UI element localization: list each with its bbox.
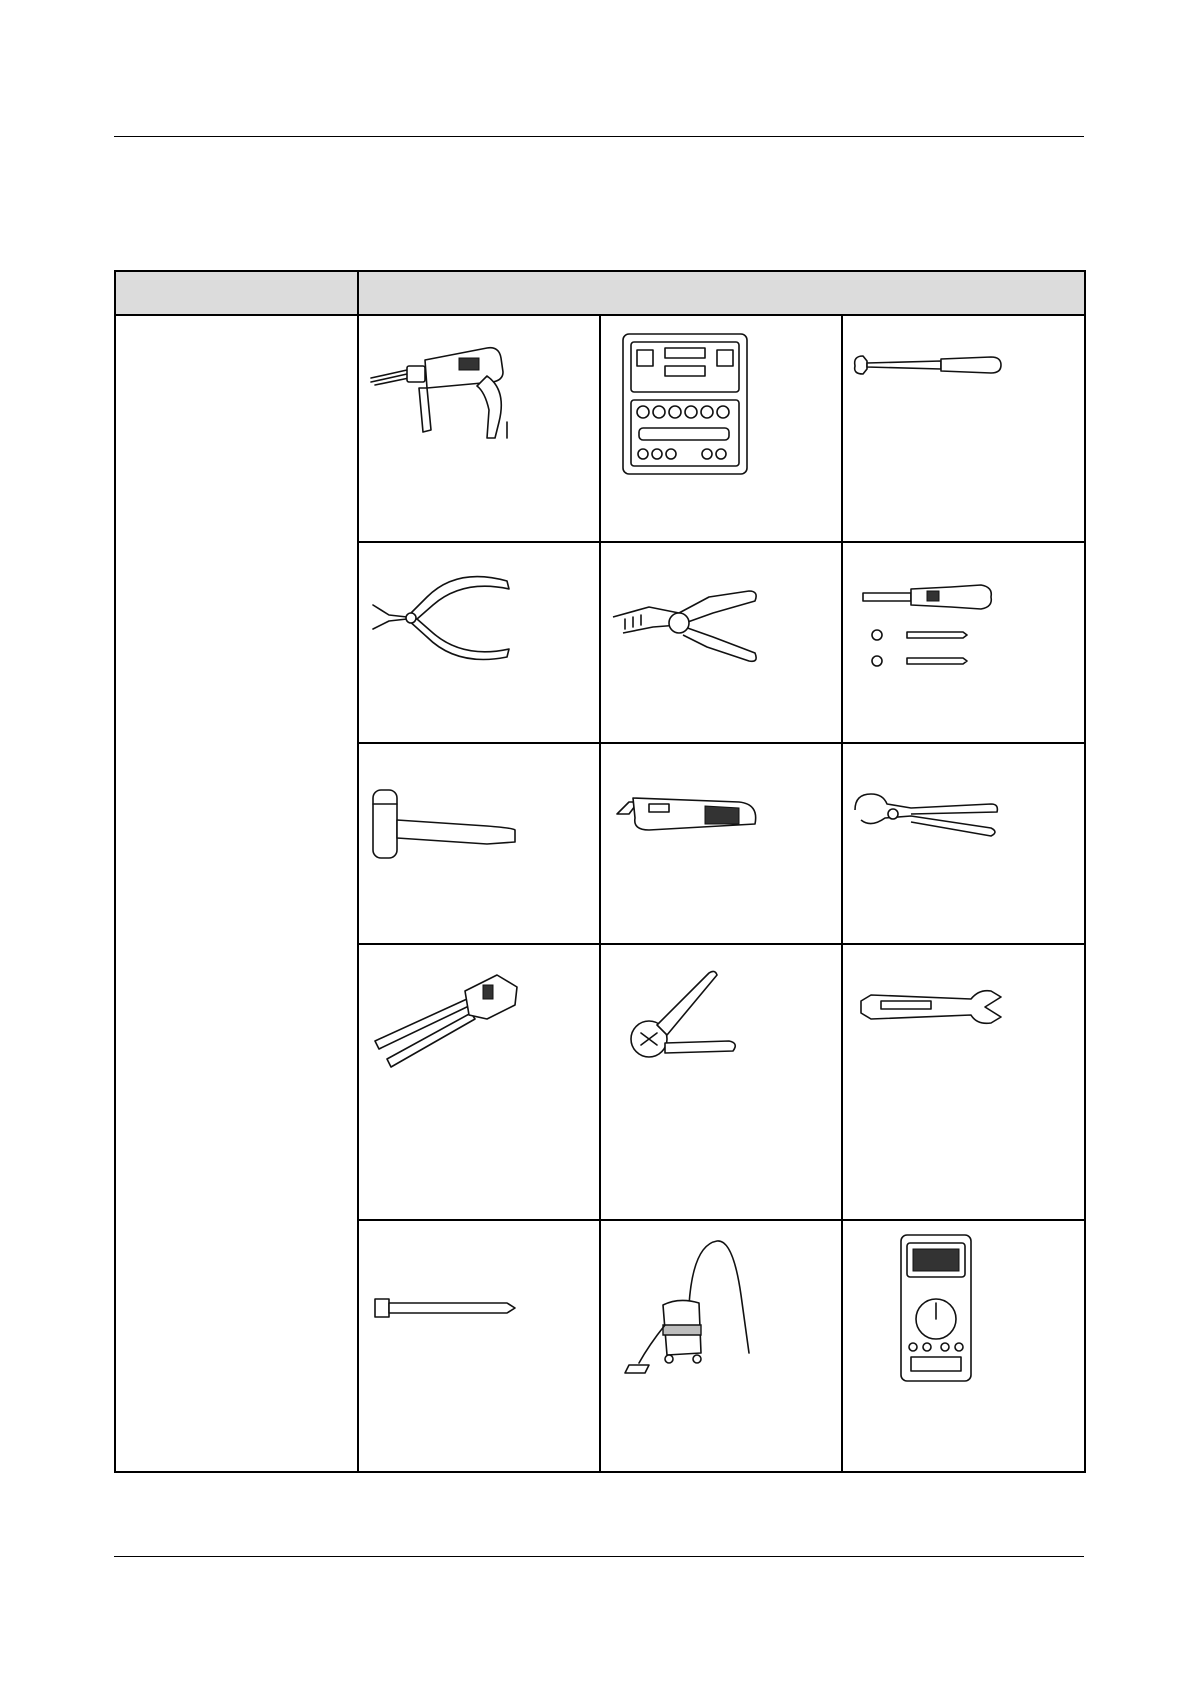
footer-rule bbox=[114, 1556, 1084, 1557]
tool-cell bbox=[600, 1220, 842, 1472]
tool-cell bbox=[842, 944, 1085, 1220]
tool-cell bbox=[358, 1220, 600, 1472]
tool-cell bbox=[600, 944, 842, 1220]
tool-cell bbox=[358, 315, 600, 542]
tool-cell bbox=[600, 315, 842, 542]
tool-cell bbox=[600, 743, 842, 944]
tools-table bbox=[114, 270, 1086, 1473]
tool-cell bbox=[358, 944, 600, 1220]
cable-cutter-icon bbox=[851, 758, 1011, 838]
connector-spanner-icon bbox=[851, 959, 1011, 1039]
vacuum-cleaner-icon bbox=[609, 1235, 769, 1385]
socket-wrench-set-icon bbox=[609, 330, 759, 480]
tool-cell bbox=[600, 542, 842, 743]
tool-cell bbox=[842, 1220, 1085, 1472]
rubber-mallet-icon bbox=[367, 758, 527, 868]
category-cell bbox=[115, 315, 358, 1472]
tool-cell bbox=[358, 542, 600, 743]
wire-stripper-icon bbox=[609, 557, 769, 677]
tool-cell bbox=[842, 542, 1085, 743]
torque-screwdriver-icon bbox=[851, 557, 1011, 677]
torque-wrench-icon bbox=[851, 330, 1011, 390]
ferrule-crimper-icon bbox=[609, 959, 769, 1069]
table-header-category bbox=[115, 271, 358, 315]
crimping-tool-icon bbox=[367, 959, 527, 1069]
multimeter-icon bbox=[851, 1235, 1011, 1385]
tool-cell bbox=[842, 743, 1085, 944]
utility-knife-icon bbox=[609, 758, 769, 838]
header-rule bbox=[114, 136, 1084, 137]
tool-cell bbox=[842, 315, 1085, 542]
cable-tie-icon bbox=[367, 1235, 527, 1345]
table-header-tools bbox=[358, 271, 1085, 315]
diagonal-pliers-icon bbox=[367, 557, 527, 677]
tool-cell bbox=[358, 743, 600, 944]
hammer-drill-icon bbox=[367, 330, 527, 440]
